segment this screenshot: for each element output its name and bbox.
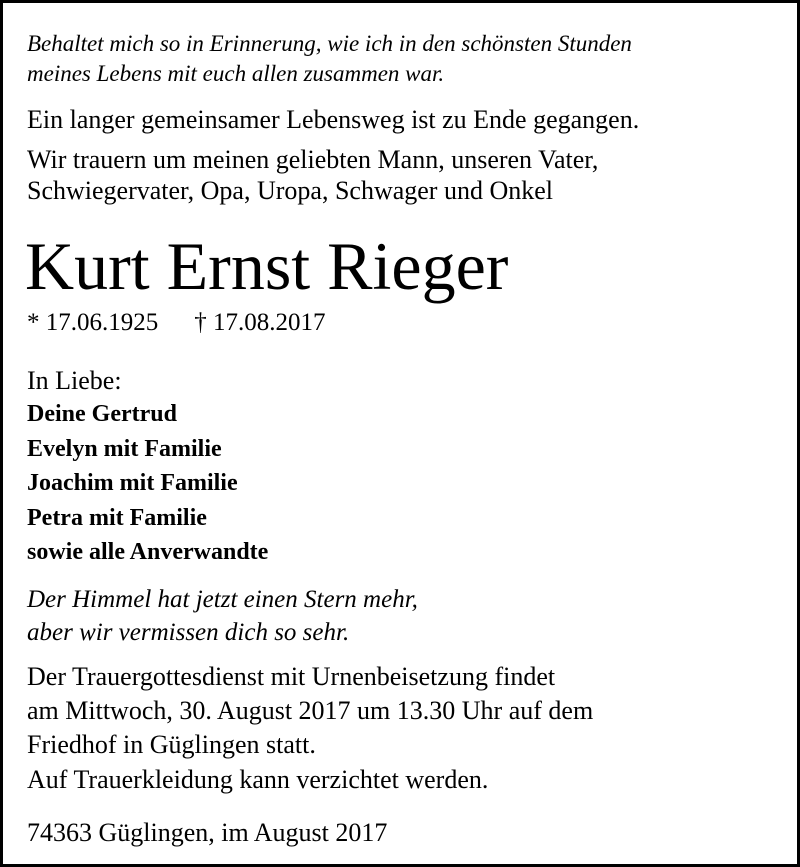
motto-line-2: meines Lebens mit euch allen zusammen war. [27, 61, 445, 86]
intro-line-2: Wir trauern um meinen geliebten Mann, unseren Vater, [27, 145, 599, 174]
signoff-label: In Liebe: [27, 366, 122, 395]
birth-date: * 17.06.1925 [27, 309, 159, 336]
life-dates [27, 308, 326, 338]
family-member: Petra mit Familie [27, 505, 207, 531]
death-date: † 17.08.2017 [194, 309, 326, 336]
service-line-1: Der Trauergottesdienst mit Urnenbeisetzung findet [27, 662, 556, 691]
service-line-3: Friedhof in Güglingen statt. [27, 730, 316, 759]
service-line-2: am Mittwoch, 30. August 2017 um 13.30 Uhr auf dem [27, 696, 594, 725]
service-line-4: Auf Trauerkleidung kann verzichtet werden. [27, 765, 489, 794]
family-member: sowie alle Anverwandte [27, 539, 269, 565]
intro-line-3: Schwiegervater, Opa, Uropa, Schwager und Onkel [27, 176, 554, 205]
motto-line-1: Behaltet mich so in Erinnerung, wie ich in den schönsten Stunden [27, 31, 632, 56]
intro-line-1: Ein langer gemeinsamer Lebensweg ist zu Ende gegangen. [27, 105, 640, 134]
place-and-date: 74363 Güglingen, im August 2017 [27, 818, 388, 847]
family-member: Evelyn mit Familie [27, 436, 222, 462]
quote-line-1: Der Himmel hat jetzt einen Stern mehr, [27, 586, 418, 613]
family-member: Deine Gertrud [27, 401, 177, 427]
quote-line-2: aber wir vermissen dich so sehr. [27, 619, 350, 646]
deceased-name: Kurt Ernst Rieger [25, 228, 509, 304]
family-member: Joachim mit Familie [27, 470, 238, 496]
